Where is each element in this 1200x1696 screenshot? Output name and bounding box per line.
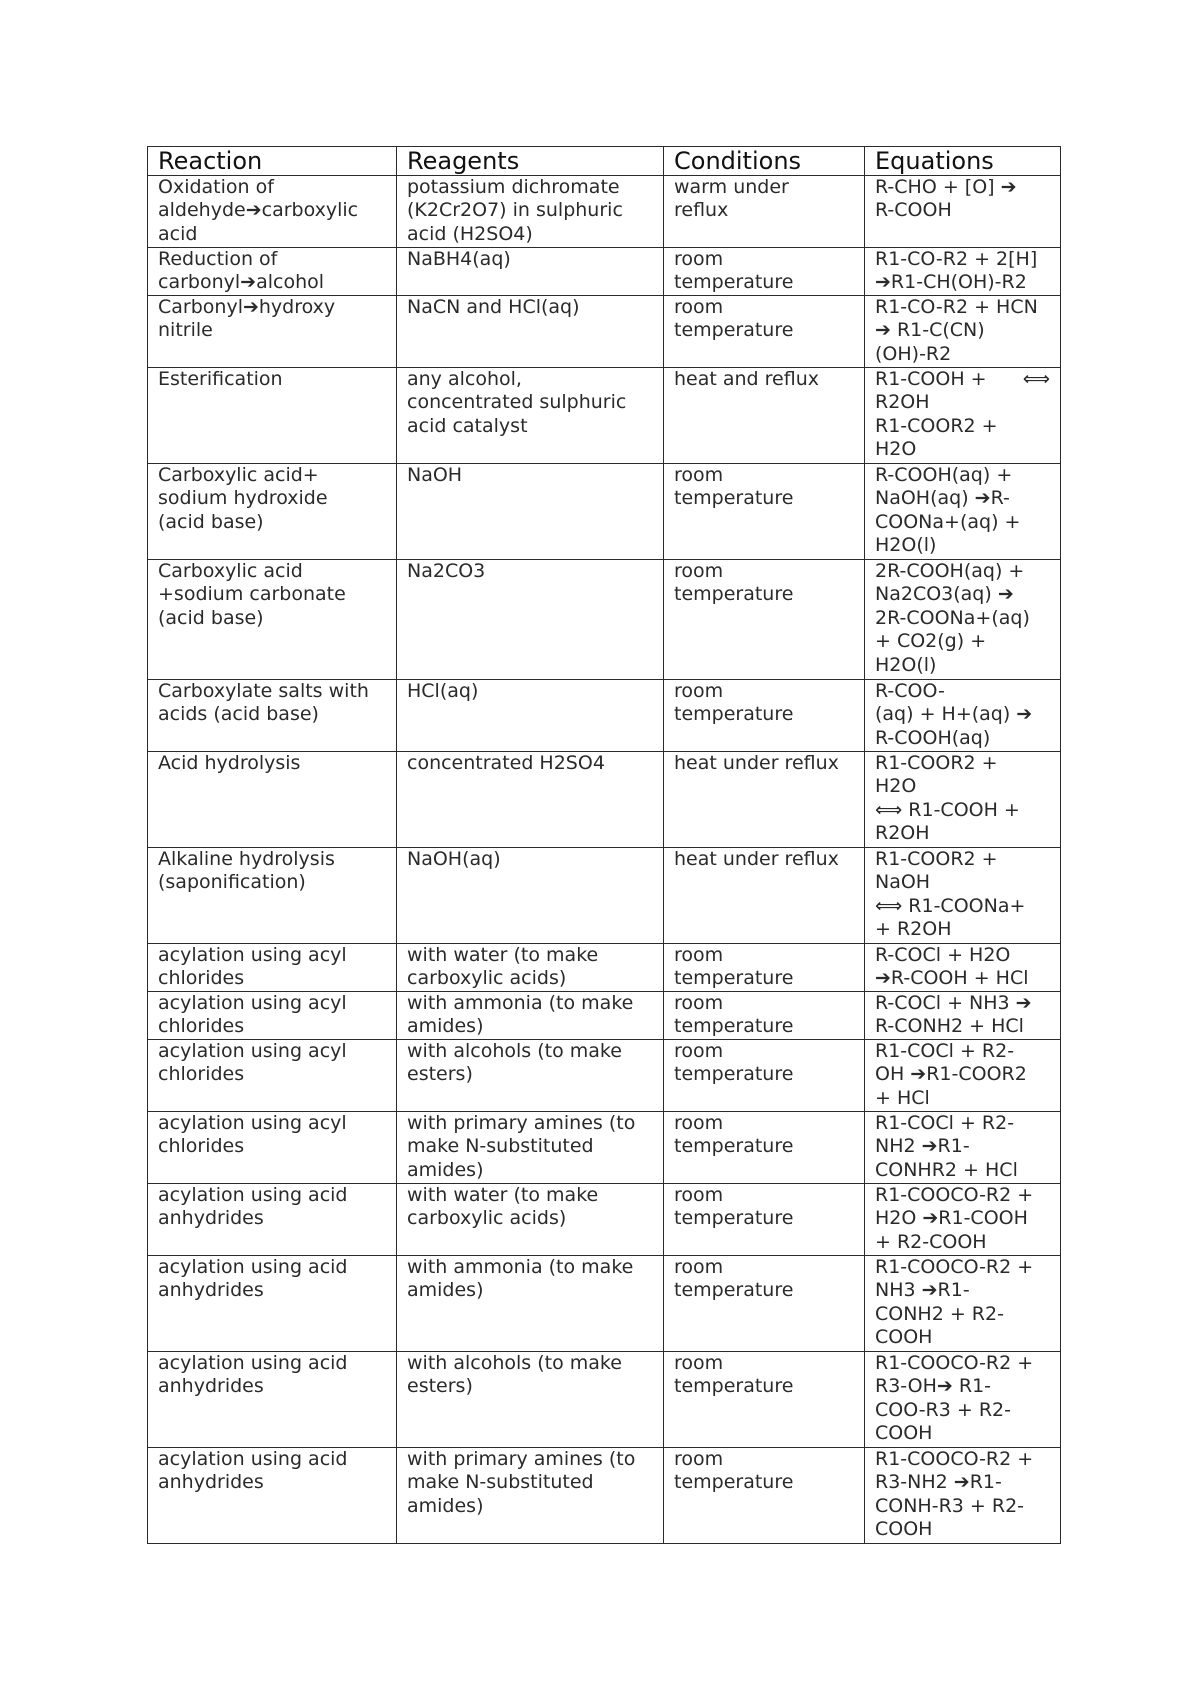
cell-conditions: room temperature: [664, 944, 865, 992]
table-row: [148, 464, 1061, 560]
cell-conditions: heat under reflux: [664, 848, 865, 944]
cell-reagents: with water (to make carboxylic acids): [397, 1184, 664, 1256]
table-row: [148, 1448, 1061, 1544]
cell-equation: R-COO- (aq) + H+(aq) ➔ R-COOH(aq): [865, 680, 1061, 752]
cell-reagents: NaBH4(aq): [397, 248, 664, 296]
cell-conditions: room temperature: [664, 992, 865, 1040]
cell-equation: R-CHO + [O] ➔ R-COOH: [865, 176, 1061, 248]
cell-conditions: warm under reflux: [664, 176, 865, 248]
cell-reagents: NaOH(aq): [397, 848, 664, 944]
cell-reagents: NaOH: [397, 464, 664, 560]
cell-reaction: Carboxylate salts with acids (acid base): [148, 680, 397, 752]
table-row: [148, 680, 1061, 752]
cell-equation: R1-COCl + R2- OH ➔R1-COOR2 + HCl: [865, 1040, 1061, 1112]
cell-reagents: with alcohols (to make esters): [397, 1352, 664, 1448]
cell-reagents: with ammonia (to make amides): [397, 1256, 664, 1352]
cell-reagents: any alcohol, concentrated sulphuric acid catalyst: [397, 368, 664, 464]
cell-reaction: Esterification: [148, 368, 397, 464]
cell-reaction: acylation using acyl chlorides: [148, 1040, 397, 1112]
table-row: [148, 848, 1061, 944]
cell-conditions: room temperature: [664, 248, 865, 296]
cell-reaction: acylation using acid anhydrides: [148, 1256, 397, 1352]
cell-equation: R1-COOCO-R2 + R3-OH➔ R1- COO-R3 + R2- COOH: [865, 1352, 1061, 1448]
cell-reagents: with water (to make carboxylic acids): [397, 944, 664, 992]
cell-equation: R1-COOH + ⟺ R2OH R1-COOR2 + H2O: [865, 368, 1061, 464]
table-row: [148, 1184, 1061, 1256]
cell-conditions: room temperature: [664, 1256, 865, 1352]
cell-equation: R1-COOCO-R2 + NH3 ➔R1- CONH2 + R2- COOH: [865, 1256, 1061, 1352]
cell-conditions: heat and reflux: [664, 368, 865, 464]
table-header-row: [148, 147, 1061, 176]
cell-reagents: concentrated H2SO4: [397, 752, 664, 848]
cell-conditions: room temperature: [664, 560, 865, 680]
cell-conditions: room temperature: [664, 1112, 865, 1184]
cell-conditions: room temperature: [664, 1448, 865, 1544]
cell-conditions: heat under reflux: [664, 752, 865, 848]
cell-reaction: acylation using acid anhydrides: [148, 1184, 397, 1256]
header-reagents: Reagents: [397, 147, 664, 176]
table-row: [148, 992, 1061, 1040]
cell-equation: R1-CO-R2 + 2[H] ➔R1-CH(OH)-R2: [865, 248, 1061, 296]
cell-reaction: Acid hydrolysis: [148, 752, 397, 848]
cell-reaction: Carboxylic acid+ sodium hydroxide (acid base): [148, 464, 397, 560]
cell-equation: R-COCl + H2O ➔R-COOH + HCl: [865, 944, 1061, 992]
cell-equation: R-COOH(aq) + NaOH(aq) ➔R- COONa+(aq) + H2O(l): [865, 464, 1061, 560]
table-row: [148, 1256, 1061, 1352]
cell-reaction: Carboxylic acid +sodium carbonate (acid base): [148, 560, 397, 680]
cell-equation: R1-COOR2 + NaOH ⟺ R1-COONa+ + R2OH: [865, 848, 1061, 944]
cell-conditions: room temperature: [664, 1040, 865, 1112]
cell-reaction: acylation using acyl chlorides: [148, 992, 397, 1040]
cell-conditions: room temperature: [664, 296, 865, 368]
cell-reaction: Oxidation of aldehyde➔carboxylic acid: [148, 176, 397, 248]
table-row: [148, 944, 1061, 992]
cell-reaction: acylation using acid anhydrides: [148, 1352, 397, 1448]
cell-reagents: with primary amines (to make N-substituted amides): [397, 1112, 664, 1184]
cell-reaction: Reduction of carbonyl➔alcohol: [148, 248, 397, 296]
cell-equation: R1-COOCO-R2 + R3-NH2 ➔R1- CONH-R3 + R2- COOH: [865, 1448, 1061, 1544]
cell-reagents: Na2CO3: [397, 560, 664, 680]
cell-equation: R1-COOR2 + H2O ⟺ R1-COOH + R2OH: [865, 752, 1061, 848]
table-body: [148, 176, 1061, 1544]
cell-equation: R1-COOCO-R2 + H2O ➔R1-COOH + R2-COOH: [865, 1184, 1061, 1256]
cell-reaction: Alkaline hydrolysis (saponification): [148, 848, 397, 944]
cell-reagents: with ammonia (to make amides): [397, 992, 664, 1040]
reactions-table: [147, 146, 1061, 1544]
table-row: [148, 176, 1061, 248]
table-row: [148, 1352, 1061, 1448]
cell-conditions: room temperature: [664, 1184, 865, 1256]
cell-equation: 2R-COOH(aq) + Na2CO3(aq) ➔ 2R-COONa+(aq) + CO2(g) + H2O(l): [865, 560, 1061, 680]
table-row: [148, 560, 1061, 680]
header-equations: Equations: [865, 147, 1061, 176]
table-row: [148, 1040, 1061, 1112]
cell-reagents: with alcohols (to make esters): [397, 1040, 664, 1112]
cell-reaction: Carbonyl➔hydroxy nitrile: [148, 296, 397, 368]
header-reaction: Reaction: [148, 147, 397, 176]
cell-reagents: potassium dichromate (K2Cr2O7) in sulphuric acid (H2SO4): [397, 176, 664, 248]
cell-reaction: acylation using acyl chlorides: [148, 944, 397, 992]
cell-reaction: acylation using acyl chlorides: [148, 1112, 397, 1184]
cell-conditions: room temperature: [664, 464, 865, 560]
cell-reagents: with primary amines (to make N-substituted amides): [397, 1448, 664, 1544]
cell-equation: R-COCl + NH3 ➔ R-CONH2 + HCl: [865, 992, 1061, 1040]
table-row: [148, 1112, 1061, 1184]
cell-reaction: acylation using acid anhydrides: [148, 1448, 397, 1544]
cell-reagents: NaCN and HCl(aq): [397, 296, 664, 368]
table-row: [148, 296, 1061, 368]
cell-equation: R1-CO-R2 + HCN ➔ R1-C(CN) (OH)-R2: [865, 296, 1061, 368]
header-conditions: Conditions: [664, 147, 865, 176]
cell-reagents: HCl(aq): [397, 680, 664, 752]
table-row: [148, 368, 1061, 464]
table-row: [148, 248, 1061, 296]
cell-conditions: room temperature: [664, 1352, 865, 1448]
table-row: [148, 752, 1061, 848]
cell-conditions: room temperature: [664, 680, 865, 752]
cell-equation: R1-COCl + R2- NH2 ➔R1- CONHR2 + HCl: [865, 1112, 1061, 1184]
